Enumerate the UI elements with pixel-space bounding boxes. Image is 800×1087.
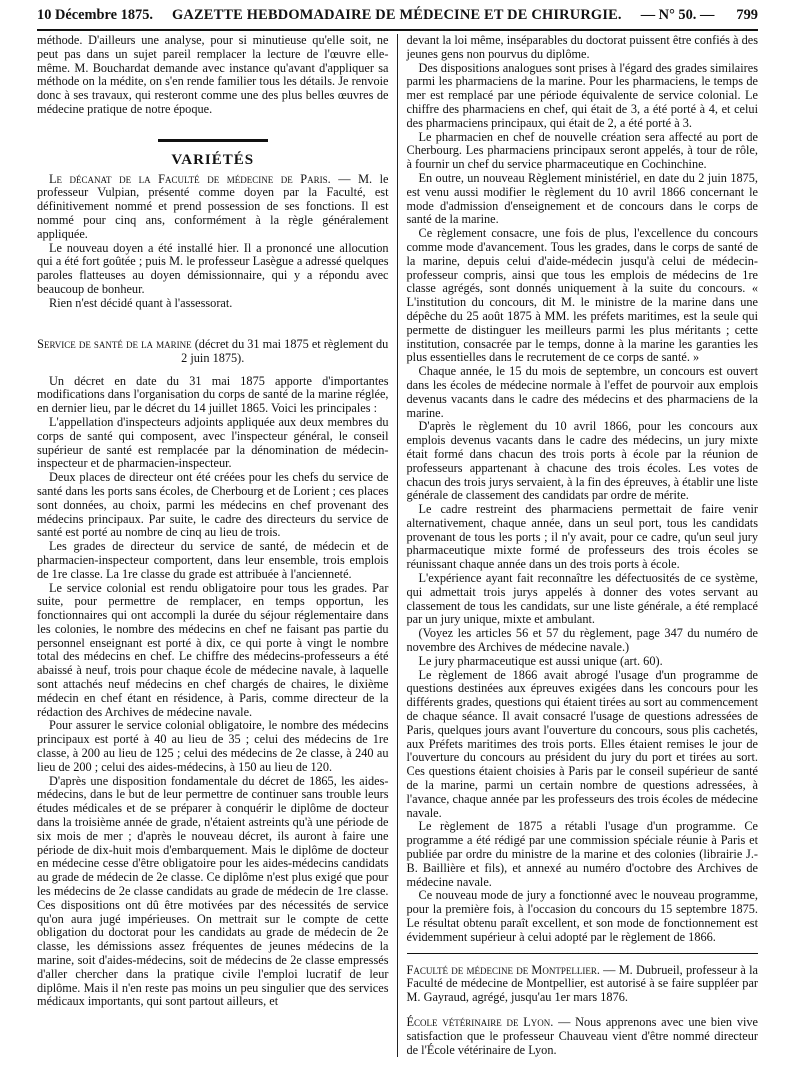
paragraph: Rien n'est décidé quant à l'assessorat.: [49, 295, 233, 310]
article-heading: Service de santé de la marine (décret du 31 mai 1875 et règlement du 2 juin 1875).: [37, 336, 389, 365]
paragraph: L'expérience ayant fait reconnaître les défectuosités de ce système, qui admettait trois jurys appelés à donner des votes servant au classement de tous les candidats, sur une liste générale, a été remplacé par un jury unique, mixte et ambulant.: [406, 571, 758, 627]
article-columns: [37, 34, 758, 1057]
paragraph: Des dispositions analogues sont prises à l'égard des grades similaires parmi les pharmaciens de la marine. Pour les pharmaciens, le temps de mer est remplacé par une période équivalente de service colonial. Le chiffre des pharmaciens en chef, qui était de 3, a été porté à 4, et celui des pharmaciens principaux, qui était de 2, a été porté à 3.: [406, 60, 758, 130]
paragraph: Le règlement de 1875 a rétabli l'usage d'un programme. Ce programme a été rédigé par une commission spéciale réunie à Paris et publiée par ordre du ministre de la marine et des colonies (librairie J.-B. Baillière et fils), et annexé au numéro d'octobre des Archives de médecine navale.: [406, 819, 758, 889]
paragraph: L'appellation d'inspecteurs adjoints appliquée aux deux membres du corps de santé qui composent, avec l'inspecteur général, le conseil supérieur de santé est remplacée par la dénomination de médecin-inspecteur et de pharmacien-inspecteur.: [37, 414, 389, 471]
item-heading: Faculté de médecine de Montpellier.: [406, 962, 600, 977]
paragraph: Deux places de directeur ont été créées pour les chefs du service de santé dans les ports sans écoles, de Cherbourg et de Lorient ; ces places sont données, au choix, parmi les médecins en chef provenant des médecins principaux. Par suite, le cadre des directeurs du service de santé est porté au nombre de cinq au lieu de trois.: [37, 470, 389, 540]
paragraph: D'après le règlement du 10 avril 1866, pour les concours aux emplois devenus vacants dans le cadre des médecins, un jury mixte était formé dans chacun des trois ports à école par la réunion de professeurs appartenant à chacune des trois écoles. Les votes de chacun des trois jurys servaient, à la fin des épreuves, à établir une liste générale de classement des candidats par ordre de mérite.: [406, 419, 758, 503]
issue-number: — N° 50. —: [640, 7, 715, 23]
paragraph: Le décanat de la Faculté de médecine de Paris. — M. le professeur Vulpian, présenté comme doyen par la Faculté, est définitivement nommé et prend possession de ses fonctions. Il est nommé pour cinq ans, conformément à la règle généralement appliquée.: [37, 171, 389, 241]
item-heading: École vétérinaire de Lyon.: [406, 1014, 554, 1029]
left-column: [37, 34, 397, 1057]
right-column: [397, 34, 759, 1057]
paragraph: Le pharmacien en chef de nouvelle création sera affecté au port de Cherbourg. Les pharmaciens principaux seront appelés, à tour de rôle, à fournir un chef du service pharmaceutique en Cochinchine.: [406, 129, 758, 172]
header-date: 10 Décembre 1875.: [37, 7, 154, 23]
paragraph: D'après une disposition fondamentale du décret de 1865, les aides-médecins, dans le but de leur permettre de continuer sans trouble leurs études médicales et de se préparer à conquérir le diplôme de docteur dans la troisième année de grade, n'étaient astreints qu'à une période de six mois de mer ; d'après le nouveau décret, ils auront à faire une période de dix-huit mois d'embarquement. Mais le diplôme de docteur en médecine cesse d'être obligatoire pour les aides-médecins candidats au grade de médecin de 2e classe. Ce diplôme n'est plus exigé que pour les médecins de 2e classe candidats au grade de médecin de 1re classe. Ces dispositions ont dû être motivées par des nécessités de service qu'on aura jugé impérieuses. On mettrait sur le compte de cette obligation du doctorat pour les candidats au grade de médecin de 2e classe, les démissions assez fréquentes de jeunes médecins de la marine, soit d'aides-médecins, soit de médecins de 2e classe empressés d'aller chercher dans la pratique civile l'emploi lucratif de leur diplôme. Mais il n'en reste pas moins un peu singulier que des services médicaux importants, qui sont partout ailleurs, et: [37, 773, 389, 1009]
paragraph: Le règlement de 1866 avait abrogé l'usage d'un programme de questions destinées aux épreuves exigées dans les concours pour les différents grades, questions qui étaient tirées au sort au commencement de chaque séance. Il avait consacré l'usage de questions adressées de Paris, quelques jours avant l'ouverture du concours, sous plis cachetés, aux Préfets maritimes des trois ports. Elles étaient remises le jour de l'ouverture du concours au président du jury du port et tirées au sort. Ces questions étaient choisies à Paris par le conseil supérieur de santé de la marine, parmi un certain nombre de questions adressées, à l'avance, chaque année par les professeurs des trois écoles de médecine navale.: [406, 667, 758, 820]
item-separator: [407, 953, 759, 954]
paragraph: Le service colonial est rendu obligatoire pour tous les grades. Par suite, pour permettre de remplacer, en temps opportun, les fonctionnaires qui ont accompli la durée du séjour réglementaire dans les colonies, le nombre des médecins en chef ne faisant pas partie du personnel enseignant est porté à dix, ce qui porte à vingt le nombre total des médecins en chef. Le chiffre des médecins-professeurs a été abaissé à neuf, trois pour chaque école de médecine navale, à laquelle sont attachés neuf médecins en chef chargés de chaires, le dixième médecin en chef étant en résidence, à Paris, comme directeur de la rédaction des Archives de médecine navale.: [37, 580, 389, 719]
paragraph: méthode. D'ailleurs une analyse, pour si minutieuse qu'elle soit, ne peut pas dans un sujet pareil remplacer la lecture de l'œuvre elle-même. M. Bouchardat demande avec instance qu'avant d'appliquer sa méthode on la médite, on s'en rende familier tous les détails. Je renvoie donc à ses travaux, qui resteront comme une des plus belles œuvres de médecine pratique de notre époque.: [37, 33, 389, 116]
paragraph: École vétérinaire de Lyon. — Nous apprenons avec une bien vive satisfaction que le professeur Chauveau vient d'être nommé directeur de l'École vétérinaire de Lyon.: [406, 1014, 758, 1057]
paragraph: Le jury pharmaceutique est aussi unique (art. 60).: [418, 653, 663, 668]
paragraph: Faculté de médecine de Montpellier. — M. Dubrueil, professeur à la Faculté de médecine de Montpellier, est autorisé à se faire suppléer par M. Gayraud, agrégé, jusqu'au 1er mars 1876.: [406, 962, 758, 1005]
section-rule: [158, 139, 268, 142]
paragraph: Un décret en date du 31 mai 1875 apporte d'importantes modifications dans l'organisation du corps de santé de la marine réglée, en dernier lieu, par le décret du 14 juillet 1865. Voici les principales :: [37, 373, 389, 416]
page-number: 799: [736, 7, 758, 23]
paragraph: Pour assurer le service colonial obligatoire, le nombre des médecins principaux est porté à 40 au lieu de 35 ; celui des médecins de 1re classe, à 200 au lieu de 125 ; celui des médecins de 2e classe, à 240 au lieu de 200 ; celui des aides-médecins, à 150 au lieu de 120.: [37, 718, 389, 774]
item-heading: Le décanat de la Faculté de médecine de Paris.: [49, 171, 331, 186]
paragraph: (Voyez les articles 56 et 57 du règlement, page 347 du numéro de novembre des Archives de médecine navale.): [406, 626, 758, 655]
paragraph: devant la loi même, inséparables du doctorat puissent être confiés à des jeunes gens non pourvus du diplôme.: [406, 33, 758, 61]
paragraph: Le cadre restreint des pharmaciens permettait de faire venir alternativement, chaque année, dans un seul port, tous les candidats provenant de tous les ports ; il n'y avait, pour ce cadre, qu'un seul jury pharmaceutique mixte formé de professeurs des trois écoles se réunissant chaque année dans un des trois ports à école.: [406, 502, 758, 572]
paragraph: Ce règlement consacre, une fois de plus, l'excellence du concours comme mode d'avancement. Tous les grades, dans le corps de santé de la marine, depuis celui d'aide-médecin jusqu'à celui de médecin-professeur compris, ainsi que tous les emplois de médecins de 1re classe agrégés, sont donnés uniquement à la suite du concours. « L'institution du concours, dit M. le ministre de la marine dans une dépêche du 25 août 1875 à MM. les préfets maritimes, est la seule qui permette de distinguer les meilleurs parmi les plus méritants ; cette institution, consacrée par le temps, donne à la marine les garanties les plus essentielles dans le recrutement de ce corps de santé. »: [406, 226, 758, 365]
journal-title: GAZETTE HEBDOMADAIRE DE MÉDECINE ET DE CHIRURGIE.: [172, 7, 622, 23]
paragraph: Chaque année, le 15 du mois de septembre, un concours est ouvert dans les écoles de médecine normale à l'effet de pourvoir aux emplois devenus vacants dans le cadre des médecins et des pharmaciens de la marine.: [406, 364, 758, 420]
paragraph: Les grades de directeur du service de santé, de médecin et de pharmacien-inspecteur comportent, dans leur ensemble, trois emplois de 1re classe. La 1re classe du grade est attribuée à l'ancienneté.: [37, 539, 389, 581]
running-header: [37, 0, 758, 31]
paragraph: Ce nouveau mode de jury a fonctionné avec le nouveau programme, pour la première fois, à l'occasion du concours du 15 septembre 1875. Le résultat obtenu paraît excellent, et son mode de fonctionnement est évidemment supérieur à celui adopté par le règlement de 1866.: [406, 888, 758, 944]
paragraph: Le nouveau doyen a été installé hier. Il a prononcé une allocution qui a été fort goûtée ; puis M. le professeur Lasègue a adressé quelques paroles flatteuses au doyen démissionnaire, qui y a répondu avec beaucoup de bonheur.: [37, 240, 389, 296]
paragraph: En outre, un nouveau Règlement ministériel, en date du 2 juin 1875, est venu aussi modifier le règlement du 10 avril 1866 concernant le mode d'admission d'enseignement et de concours dans le corps de santé de la marine.: [406, 170, 758, 227]
section-title-varietes: VARIÉTÉS: [171, 151, 255, 168]
